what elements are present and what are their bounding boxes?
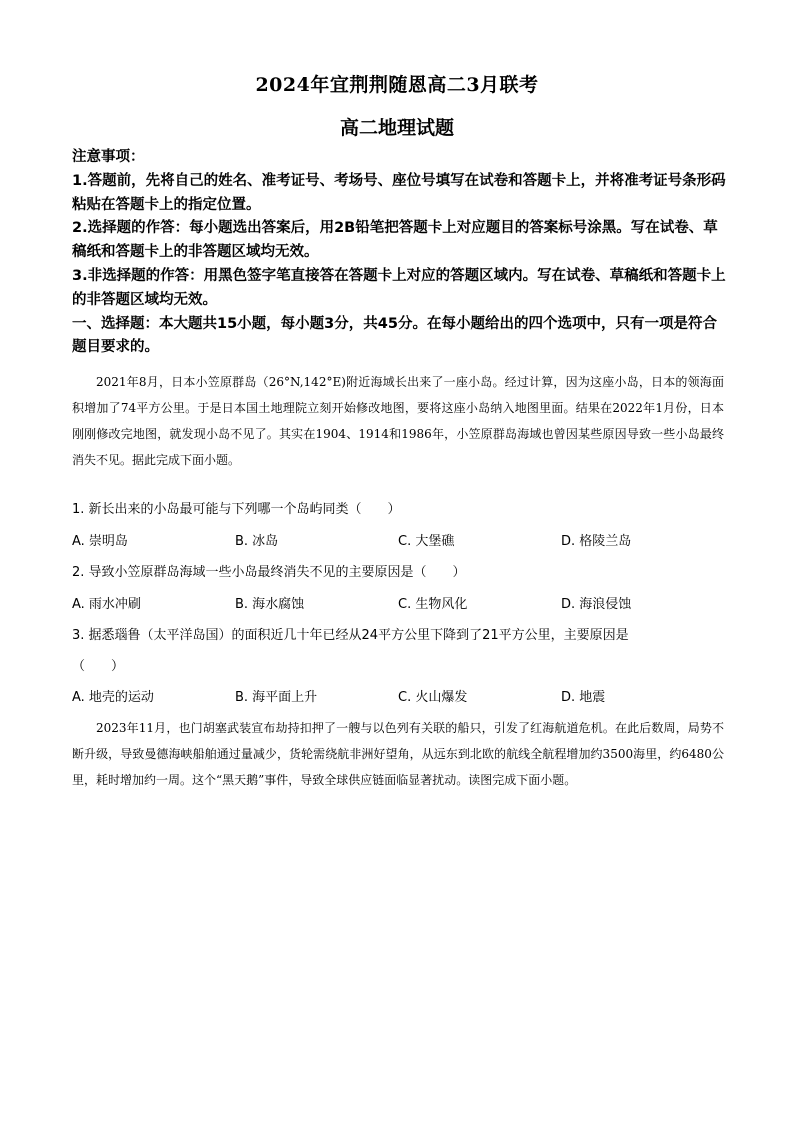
question-2-stem: 2. 导致小笠原群岛海域一些小岛最终消失不见的主要原因是（ ） [72, 565, 466, 580]
question-2-option-d: D. 海浪侵蚀 [561, 597, 632, 612]
question-3-option-d: D. 地震 [561, 690, 606, 705]
question-2-option-b: B. 海水腐蚀 [235, 597, 305, 612]
question-1-option-c: C. 大堡礁 [398, 534, 455, 549]
question-2-option-a: A. 雨水冲刷 [72, 597, 141, 612]
notice-block [72, 146, 728, 360]
section-heading: 一、选择题：本大题共15小题，每小题3分，共45分。在每小题给出的四个选项中，只有一项是符合题目要求的。 [72, 315, 717, 356]
question-3-options [72, 686, 724, 705]
question-1-option-b: B. 冰岛 [235, 534, 279, 549]
question-3-stem-continued: （ ） [72, 659, 125, 674]
question-3-option-a: A. 地壳的运动 [72, 690, 154, 705]
notice-heading: 注意事项： [72, 149, 145, 165]
question-1-stem: 1. 新长出来的小岛最可能与下列哪一个岛屿同类（ ） [72, 502, 401, 517]
passage-island: 2021年8月，日本小笠原群岛（26°N,142°E)附近海域长出来了一座小岛。经过计算，因为这座小岛，日本的领海面积增加了74平方公里。于是日本国土地理院立刻开始修改地图，要将这座小岛纳入地图里面。结果在2022年1月份，日本刚刚修改完地图，就发现小岛不见了。其实在1904、1914和1986年，小笠原群岛海域也曾因某些原因导致一些小岛最终消失不见。据此完成下面小题。 [72, 375, 724, 467]
exam-title: 2024年宜荆荆随恩高二3月联考 [255, 74, 539, 96]
question-3-stem: 3. 据悉瑙鲁（太平洋岛国）的面积近几十年已经从24平方公里下降到了21平方公里，主要原因是 [72, 628, 629, 643]
question-1-option-a: A. 崇明岛 [72, 534, 128, 549]
notice-item-3: 3.非选择题的作答：用黑色签字笔直接答在答题卡上对应的答题区域内。写在试卷、草稿纸和答题卡上的非答题区域均无效。 [72, 267, 726, 308]
passage-red-sea: 2023年11月，也门胡塞武装宣布劫持扣押了一艘与以色列有关联的船只，引发了红海航道危机。在此后数周，局势不断升级，导致曼德海峡船舶通过量减少，货轮需绕航非洲好望角，从远东到北欧的航线全航程增加约3500海里，约6480公里，耗时增加约一周。这个“黑天鹅”事件，导致全球供应链面临显著扰动。读图完成下面小题。 [72, 721, 724, 787]
exam-subtitle: 高二地理试题 [339, 117, 454, 139]
question-3-option-c: C. 火山爆发 [398, 690, 468, 705]
question-1-option-d: D. 格陵兰岛 [561, 534, 632, 549]
question-2-option-c: C. 生物风化 [398, 597, 468, 612]
notice-item-2: 2.选择题的作答：每小题选出答案后，用2B铅笔把答题卡上对应题目的答案标号涂黑。写在试卷、草稿纸和答题卡上的非答题区域均无效。 [72, 220, 718, 261]
question-1-options [72, 530, 724, 549]
notice-item-1: 1.答题前，先将自己的姓名、准考证号、考场号、座位号填写在试卷和答题卡上，并将准考证号条形码粘贴在答题卡上的指定位置。 [72, 172, 726, 213]
question-2-options [72, 593, 724, 612]
question-3-option-b: B. 海平面上升 [235, 690, 318, 705]
